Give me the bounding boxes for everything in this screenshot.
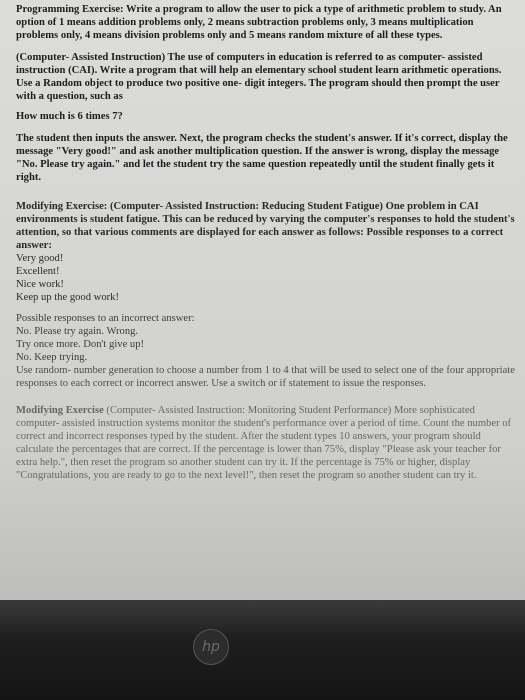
modifying-exercise-1-text: (Computer- Assisted Instruction: Reducing Student Fatigue) One problem in CAI environments is student fatigue. This can be reduced by varying the computer's responses to hold the student's attention, so that various comments are displayed for each answer as follows: Possible responses to a correct answer: bbox=[16, 201, 515, 251]
programming-exercise-text: Write a program to allow the user to pick a type of arithmetic problem to study. An option of 1 means addition problems only, 2 means subtraction problems only, 3 means multiplication problems only, 4 means division problems only and 5 means random mixture of all these types. bbox=[16, 4, 502, 41]
cai-intro-paragraph: (Computer- Assisted Instruction) The use of computers in education is referred to as computer- assisted instruction (CAI). Write a program that will help an elementary school student learn arithmetic operations. Use a Random object to produce two positive one- digit integers. The program should then prompt the user with a question, such as bbox=[16, 52, 502, 102]
modifying-exercise-2-label: Modifying Exercise bbox=[16, 405, 104, 416]
incorrect-responses-heading: Possible responses to an incorrect answer: bbox=[16, 313, 195, 324]
correct-response-item: Very good! bbox=[16, 253, 64, 264]
random-generation-paragraph: Use random- number generation to choose a number from 1 to 4 that will be used to select one of the four appropriate responses to each correct or incorrect answer. Use a switch or if statement to issue the responses. bbox=[16, 365, 515, 389]
incorrect-response-item: Try once more. Don't give up! bbox=[16, 339, 145, 350]
modifying-exercise-1-label: Modifying Exercise: bbox=[16, 201, 108, 212]
incorrect-response-item: No. Please try again. bbox=[16, 326, 104, 337]
correct-response-item: Excellent! bbox=[16, 266, 60, 277]
hp-logo-text: hp bbox=[202, 639, 220, 655]
modifying-exercise-1-paragraph bbox=[16, 200, 517, 252]
cai-question: How much is 6 times 7? bbox=[16, 111, 123, 122]
correct-responses-list bbox=[16, 252, 517, 304]
correct-response-item: Keep up the good work! bbox=[16, 292, 119, 303]
programming-exercise-paragraph bbox=[16, 3, 517, 42]
laptop-bezel bbox=[0, 600, 525, 700]
incorrect-responses-list bbox=[16, 325, 517, 364]
incorrect-response-item: Wrong. bbox=[106, 326, 139, 337]
programming-exercise-label: Programming Exercise: bbox=[16, 4, 124, 15]
incorrect-response-item: No. Keep trying. bbox=[16, 352, 88, 363]
correct-response-item: Nice work! bbox=[16, 279, 64, 290]
modifying-exercise-2-text: (Computer- Assisted Instruction: Monitoring Student Performance) More sophisticated computer- assisted instruction systems monitor the student's performance over a period of time. Count the number of correct and incorrect responses typed by the student. After the student types 10 answers, your program should calculate the percentages that are correct. If the percentage is lower than 75%, display "Please ask your teacher for extra help.", then reset the program so another student can try it. If the percentage is 75% or higher, display "Congratulations, you are ready to go to the next level!", then reset the program so another student can try it. bbox=[16, 405, 512, 481]
hp-logo bbox=[193, 629, 229, 665]
cai-followup-paragraph: The student then inputs the answer. Next, the program checks the student's answer. If it's correct, display the message "Very good!" and ask another multiplication question. If the answer is wrong, display the message "No. Please try again." and let the student try the same question repeatedly until the student finally gets it right. bbox=[16, 133, 508, 183]
modifying-exercise-2-paragraph bbox=[16, 404, 517, 482]
